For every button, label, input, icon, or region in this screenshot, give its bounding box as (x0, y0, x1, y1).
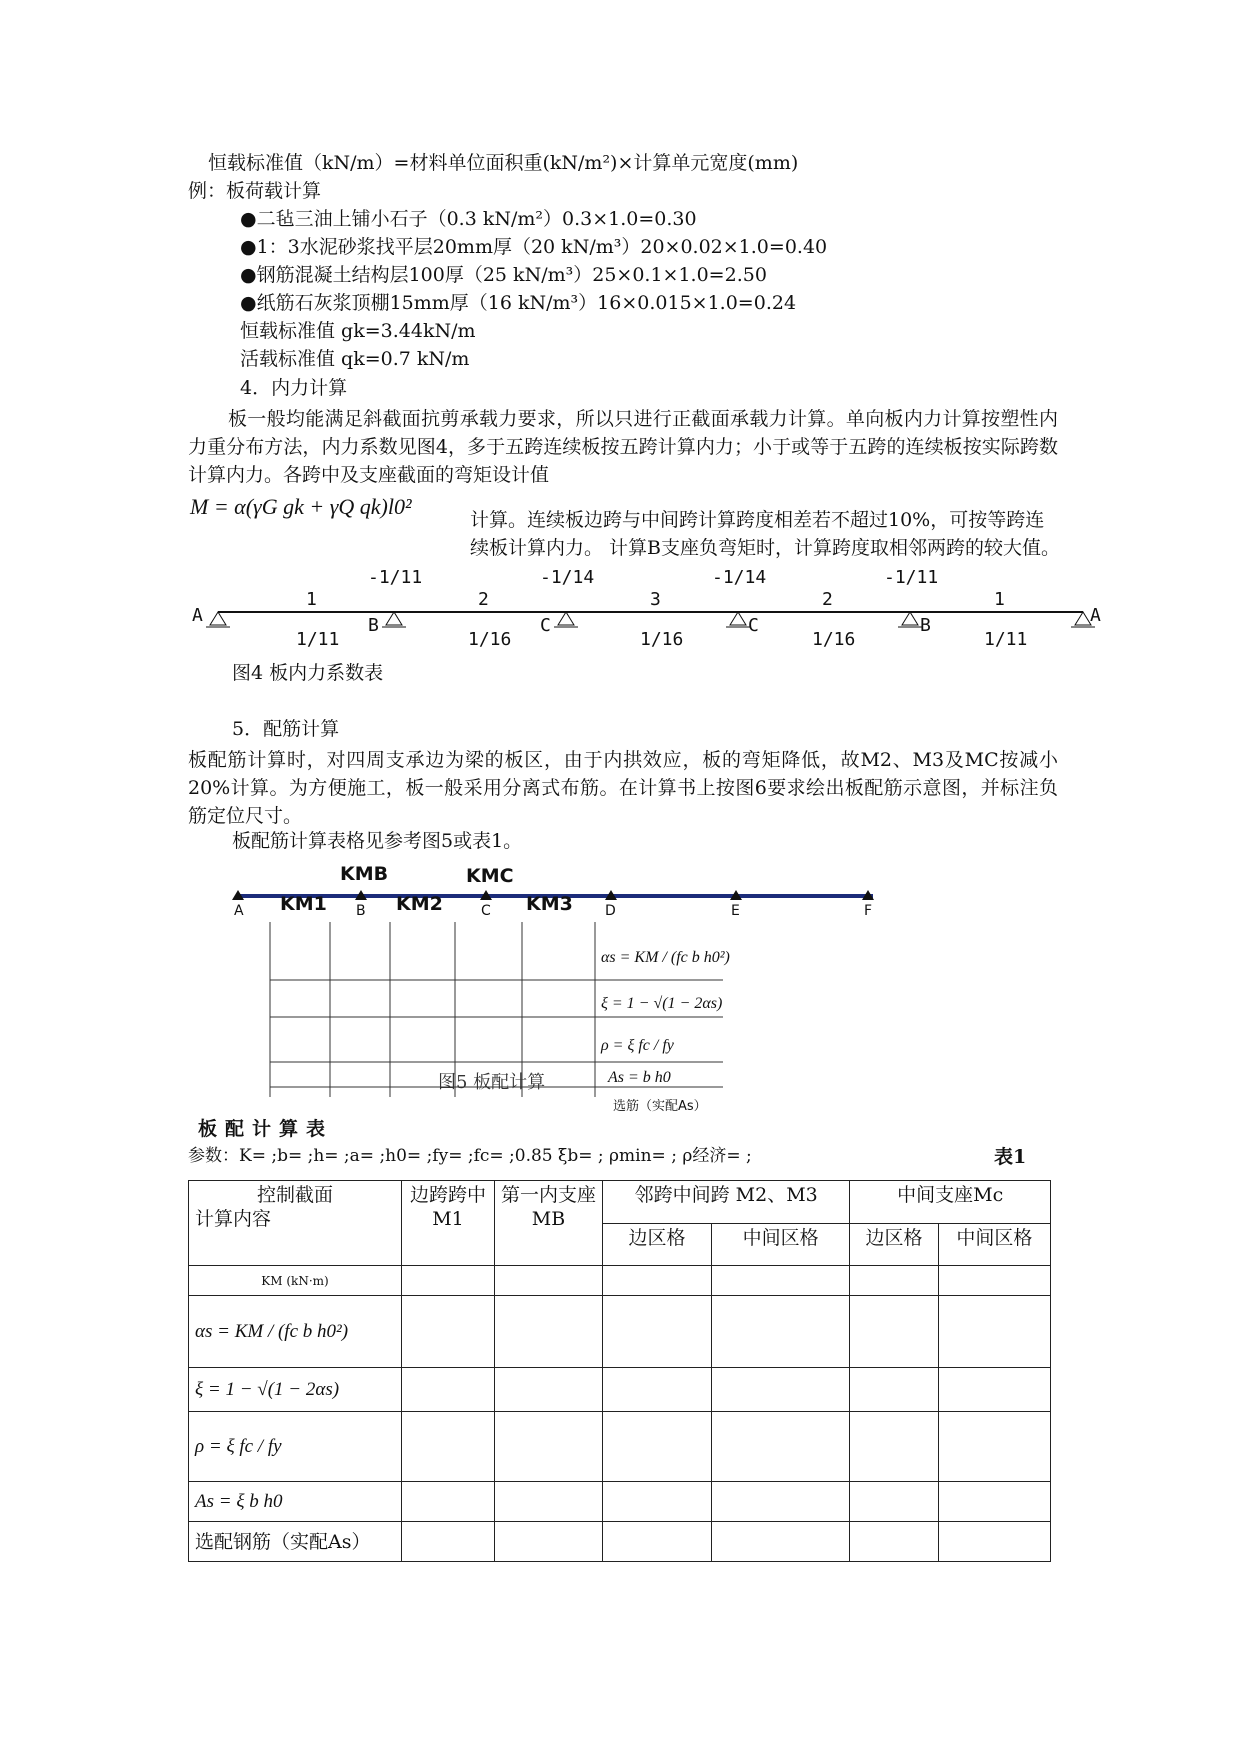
support-label: D (605, 903, 616, 919)
span-coef-bottom: 1/11 (296, 629, 340, 650)
load-item-3: ●钢筋混凝土结构层100厚（25 kN/m³）25×0.1×1.0=2.50 (240, 264, 767, 286)
load-item-2: ●1：3水泥砂浆找平层20mm厚（20 kN/m³）20×0.02×1.0=0.40 (240, 236, 828, 258)
support-label: F (864, 903, 873, 919)
support-coef: -1/11 (884, 567, 939, 588)
row-label-alpha: αs = KM / (fc b h0²) (189, 1296, 402, 1368)
load-item-1: ●二毡三油上铺小石子（0.3 kN/m²）0.3×1.0=0.30 (240, 208, 697, 230)
support-label: A (1090, 605, 1101, 626)
support-label: A (192, 605, 203, 626)
span-coef-bottom: 1/16 (468, 629, 512, 650)
moment-label: KMB (340, 863, 389, 885)
col-header-mc: 中间支座Mc (850, 1181, 1051, 1224)
live-load-value: 活载标准值 qk=0.7 kN/m (240, 348, 470, 370)
subheader-middle: 中间区格 (938, 1223, 1050, 1266)
row-label-km: KM (kN·m) (189, 1266, 402, 1296)
span-coef-top: 2 (822, 589, 833, 610)
dead-load-value: 恒载标准值 gk=3.44kN/m (240, 320, 476, 342)
moment-label: KM1 (280, 893, 327, 915)
support-label: B (368, 615, 379, 636)
table-row (189, 1482, 1051, 1522)
example-title: 例：板荷载计算 (188, 180, 322, 202)
reinforcement-calc-figure (228, 862, 908, 1122)
table-row (189, 1266, 1051, 1296)
table-row (189, 1412, 1051, 1482)
section4-heading: 4．内力计算 (240, 377, 348, 399)
fig5-formula: ρ = ξ fc / fy (601, 1037, 674, 1054)
table-row (189, 1296, 1051, 1368)
fig5-formula: αs = KM / (fc b h0²) (601, 949, 730, 966)
col-header-m1: 边跨跨中M1 (402, 1181, 495, 1266)
fig5-caption: 图5 板配计算 (438, 1072, 546, 1093)
fig5-last-row: 选筋（实配As） (613, 1099, 707, 1114)
support-label: E (731, 903, 740, 919)
span-coef-bottom: 1/11 (984, 629, 1028, 650)
corner-cell (189, 1181, 402, 1266)
subheader-edge: 边区格 (850, 1223, 938, 1266)
support-b-left (382, 612, 406, 627)
moment-label: KMC (466, 865, 514, 887)
table-row (189, 1368, 1051, 1412)
span-coef-bottom: 1/16 (640, 629, 684, 650)
moment-label: KM2 (396, 893, 443, 915)
support-c-left (554, 612, 578, 627)
support-coef: -1/14 (712, 567, 767, 588)
table-header-row (189, 1181, 1051, 1224)
moment-formula: M = α(γG gk + γQ qk)l0² (190, 494, 412, 519)
subheader-middle: 中间区格 (711, 1223, 849, 1266)
span-coef-top: 3 (650, 589, 661, 610)
support-coef: -1/14 (540, 567, 595, 588)
row-label-selected-bars: 选配钢筋（实配As） (189, 1522, 402, 1562)
support-label: B (920, 615, 931, 636)
span-coef-top: 2 (478, 589, 489, 610)
fig5-formula: As = b h0 (608, 1069, 671, 1086)
span-coef-top: 1 (994, 589, 1005, 610)
col-header-mb: 第一内支座MB (495, 1181, 603, 1266)
beam-coefficient-diagram (188, 565, 1108, 665)
support-a-left (206, 612, 230, 627)
support-c-right (726, 612, 750, 627)
col-header-m2m3: 邻跨中间跨 M2、M3 (603, 1181, 850, 1224)
section5-paragraph2: 板配筋计算表格见参考图5或表1。 (232, 830, 523, 852)
support-label: A (234, 903, 244, 919)
section4-paragraph-b: 计算。连续板边跨与中间跨计算跨度相差若不超过10%，可按等跨连续板计算内力。 计算B支座负弯矩时，计算跨度取相邻两跨的较大值。 (470, 509, 1061, 559)
row-label-rho: ρ = ξ fc / fy (189, 1412, 402, 1482)
section4-paragraph-a: 板一般均能满足斜截面抗剪承载力要求，所以只进行正截面承载力计算。单向板内力计算按塑性内力重分布方法，内力系数见图4，多于五跨连续板按五跨计算内力；小于或等于五跨的连续板按实际跨数计算内力。各跨中及支座截面的弯矩设计值 (188, 408, 1058, 486)
support-b-right (898, 612, 922, 627)
support-label: C (540, 615, 551, 636)
table1-label: 表1 (994, 1146, 1027, 1168)
corner-top: 控制截面 (256, 1184, 333, 1206)
span-coef-top: 1 (306, 589, 317, 610)
support-label: C (481, 903, 491, 919)
subheader-edge: 边区格 (603, 1223, 712, 1266)
table1-title: 板配计算表 (198, 1118, 334, 1140)
moment-label: KM3 (526, 893, 573, 915)
support-label: B (356, 903, 366, 919)
load-formula-line: 恒载标准值（kN/m）=材料单位面积重(kN/m²)×计算单元宽度(mm) (208, 152, 799, 174)
support-coef: -1/11 (368, 567, 423, 588)
row-label-xi: ξ = 1 − √(1 − 2αs) (189, 1368, 402, 1412)
section5-paragraph: 板配筋计算时，对四周支承边为梁的板区，由于内拱效应，板的弯矩降低，故M2、M3及MC按减小20%计算。为方便施工，板一般采用分离式布筋。在计算书上按图6要求绘出板配筋示意图，并标注负筋定位尺寸。 (188, 749, 1058, 827)
reinforcement-table (188, 1180, 1051, 1562)
table-row (189, 1522, 1051, 1562)
section5-heading: 5．配筋计算 (232, 718, 340, 740)
support-label: C (748, 615, 759, 636)
fig4-caption: 图4 板内力系数表 (232, 662, 384, 684)
table1-params: 参数：K= ;b= ;h= ;a= ;h0= ;fy= ;fc= ;0.85 ξb= ; ρmin= ; ρ经济= ; (188, 1146, 752, 1166)
row-label-as: As = ξ b h0 (189, 1482, 402, 1522)
span-coef-bottom: 1/16 (812, 629, 856, 650)
corner-bottom: 计算内容 (195, 1208, 272, 1230)
load-item-4: ●纸筋石灰浆顶棚15mm厚（16 kN/m³）16×0.015×1.0=0.24 (240, 292, 797, 314)
fig5-formula: ξ = 1 − √(1 − 2αs) (601, 995, 723, 1012)
